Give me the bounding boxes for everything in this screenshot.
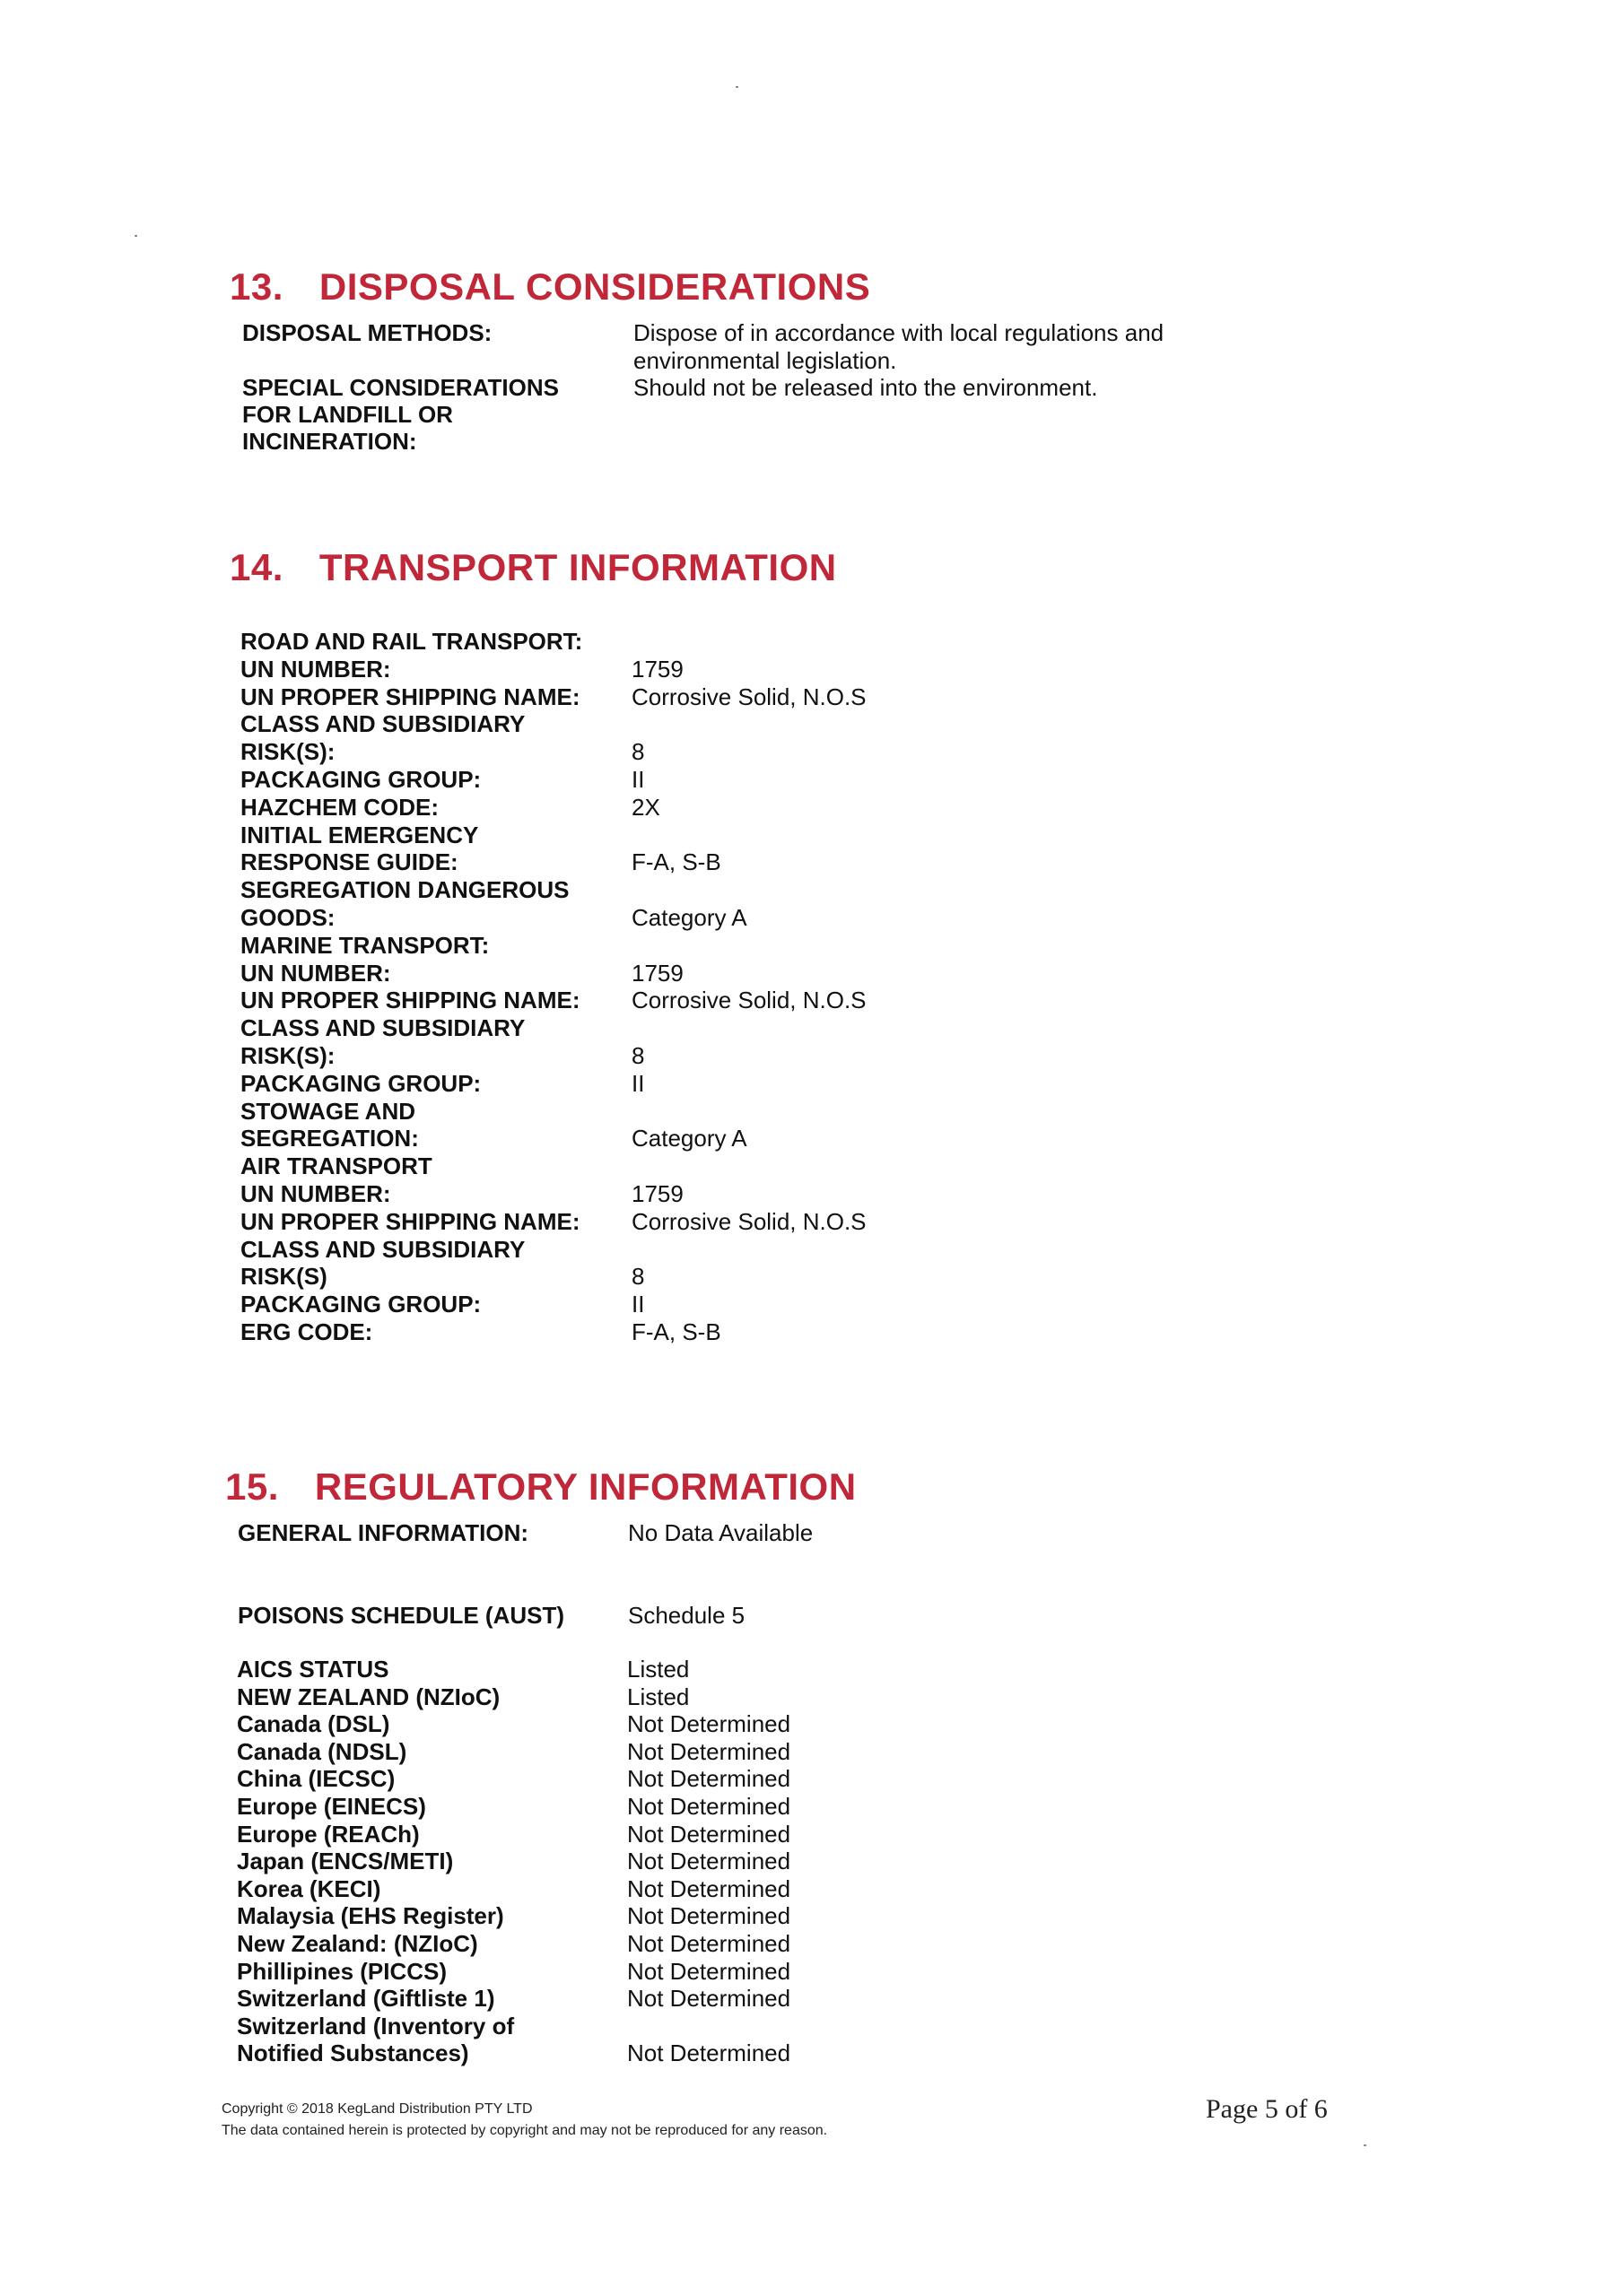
row-label: AICS STATUS: [237, 1656, 389, 1683]
row-value: 8: [632, 738, 645, 766]
scan-speck: [1364, 2144, 1366, 2146]
row-label: DISPOSAL METHODS:: [242, 319, 493, 346]
row-value: Listed: [627, 1656, 690, 1683]
row-label: UN PROPER SHIPPING NAME:: [240, 1207, 580, 1235]
section-13-heading: [230, 265, 870, 309]
row-value: 1759: [632, 959, 684, 987]
row-value: Not Determined: [627, 1765, 791, 1793]
row-label: AIR TRANSPORT: [240, 1152, 432, 1180]
row-label: POISONS SCHEDULE (AUST): [238, 1602, 565, 1629]
section-title: REGULATORY INFORMATION: [314, 1465, 857, 1508]
row-label: NEW ZEALAND (NZIoC): [237, 1683, 501, 1710]
row-label: SPECIAL CONSIDERATIONS: [242, 374, 559, 401]
row-label: CLASS AND SUBSIDIARY: [240, 1235, 526, 1263]
row-label: Malaysia (EHS Register): [237, 1902, 504, 1930]
row-label: Switzerland (Giftliste 1): [237, 1985, 495, 2013]
page-number: Page 5 of 6: [1206, 2094, 1328, 2124]
row-label: HAZCHEM CODE:: [240, 793, 439, 821]
row-label: PACKAGING GROUP:: [240, 1069, 482, 1097]
section-14-heading: [230, 546, 837, 589]
row-value: Corrosive Solid, N.O.S: [632, 683, 867, 710]
row-value: 1759: [632, 1180, 684, 1207]
row-value: Schedule 5: [628, 1602, 746, 1629]
row-label: Notified Substances): [237, 2039, 469, 2067]
row-label: Europe (REACh): [237, 1820, 420, 1848]
row-label: RISK(S):: [240, 1042, 336, 1069]
section-15-heading: [225, 1465, 857, 1509]
row-label: GOODS:: [240, 904, 336, 931]
row-label: Canada (DSL): [237, 1710, 390, 1738]
row-value: 2X: [632, 793, 660, 821]
row-value: Not Determined: [627, 1930, 791, 1957]
section-title: DISPOSAL CONSIDERATIONS: [318, 265, 871, 308]
row-label: GENERAL INFORMATION:: [238, 1519, 529, 1546]
row-value: 1759: [632, 655, 684, 683]
row-label: SEGREGATION:: [240, 1125, 419, 1152]
row-label: Canada (NDSL): [237, 1737, 407, 1765]
row-label: Europe (EINECS): [237, 1793, 426, 1820]
row-value: Not Determined: [627, 1820, 791, 1848]
row-value: Corrosive Solid, N.O.S: [632, 987, 867, 1014]
row-value: Not Determined: [627, 1985, 791, 2013]
row-label: ERG CODE:: [240, 1318, 373, 1345]
row-value: Not Determined: [627, 1710, 791, 1738]
footer-notice: The data contained herein is protected by copyright and may not be reproduced for any reason.: [222, 2123, 828, 2138]
footer-copyright: Copyright © 2018 KegLand Distribution PTY LTD: [222, 2101, 533, 2117]
row-label: Phillipines (PICCS): [237, 1957, 448, 1985]
row-label: RESPONSE GUIDE:: [240, 848, 458, 876]
row-label: CLASS AND SUBSIDIARY: [240, 1014, 526, 1042]
row-label: SEGREGATION DANGEROUS: [240, 876, 570, 904]
section-title: TRANSPORT INFORMATION: [318, 546, 837, 588]
scan-speck: [736, 86, 738, 88]
row-label: Korea (KECI): [237, 1874, 381, 1902]
row-value: Not Determined: [627, 1902, 791, 1930]
row-value: II: [632, 1069, 645, 1097]
row-value: Not Determined: [627, 1957, 791, 1985]
row-label: FOR LANDFILL OR: [242, 401, 453, 428]
row-value: 8: [632, 1042, 645, 1069]
row-value: II: [632, 766, 645, 793]
row-label: RISK(S): [240, 1263, 327, 1291]
row-value: Should not be released into the environment.: [633, 374, 1098, 401]
row-value: Category A: [632, 1125, 747, 1152]
row-value: environmental legislation.: [633, 347, 897, 374]
row-label: INITIAL EMERGENCY: [240, 821, 479, 848]
row-value: F-A, S-B: [632, 848, 721, 876]
row-label: Japan (ENCS/METI): [237, 1848, 454, 1875]
row-value: Not Determined: [627, 2039, 791, 2067]
row-value: 8: [632, 1263, 645, 1291]
row-value: Category A: [632, 904, 747, 931]
row-label: UN PROPER SHIPPING NAME:: [240, 683, 580, 710]
row-label: UN NUMBER:: [240, 655, 391, 683]
row-label: MARINE TRANSPORT:: [240, 931, 490, 959]
row-label: Switzerland (Inventory of: [237, 2012, 515, 2039]
row-value: No Data Available: [628, 1519, 814, 1546]
row-label: UN NUMBER:: [240, 959, 391, 987]
row-value: Dispose of in accordance with local regulations and: [633, 319, 1164, 346]
row-value: Corrosive Solid, N.O.S: [632, 1207, 867, 1235]
row-label: PACKAGING GROUP:: [240, 766, 482, 793]
row-value: Not Determined: [627, 1874, 791, 1902]
row-value: Not Determined: [627, 1737, 791, 1765]
section-number: 14.: [230, 546, 283, 588]
row-label: UN NUMBER:: [240, 1180, 391, 1207]
row-label: PACKAGING GROUP:: [240, 1291, 482, 1318]
section-number: 15.: [225, 1465, 279, 1508]
row-label: UN PROPER SHIPPING NAME:: [240, 987, 580, 1014]
row-label: New Zealand: (NZIoC): [237, 1930, 478, 1957]
row-value: F-A, S-B: [632, 1318, 721, 1345]
row-label: STOWAGE AND: [240, 1097, 416, 1125]
row-label: ROAD AND RAIL TRANSPORT:: [240, 628, 583, 655]
row-label: RISK(S):: [240, 738, 336, 766]
row-value: Listed: [627, 1683, 690, 1710]
row-value: Not Determined: [627, 1848, 791, 1875]
row-label: INCINERATION:: [242, 428, 417, 455]
row-label: CLASS AND SUBSIDIARY: [240, 710, 526, 738]
row-value: II: [632, 1291, 645, 1318]
scan-speck: [135, 235, 137, 237]
row-label: China (IECSC): [237, 1765, 396, 1793]
row-value: Not Determined: [627, 1793, 791, 1820]
section-number: 13.: [230, 265, 283, 308]
